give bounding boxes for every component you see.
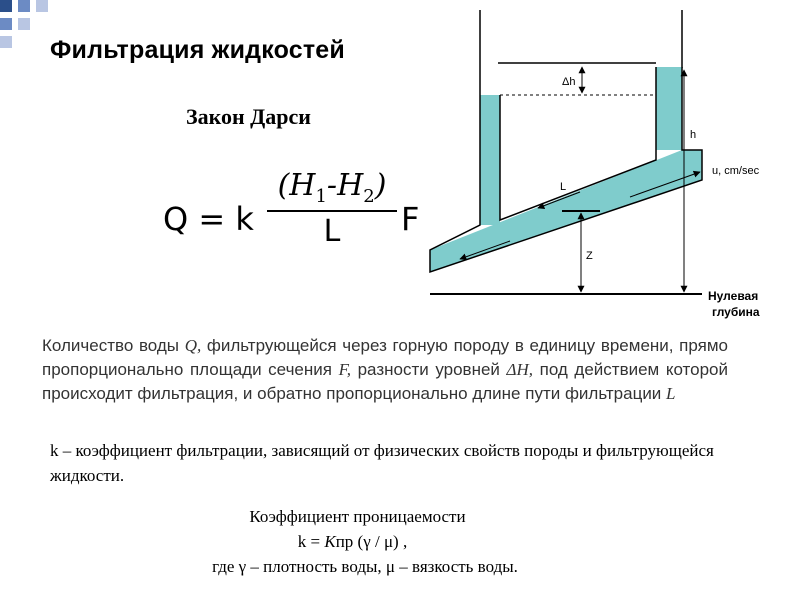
fraction-bar — [267, 210, 397, 212]
corner-square — [0, 36, 12, 48]
water-right-tube — [656, 67, 682, 150]
formula-f: F — [401, 200, 420, 238]
formula-denominator: L — [323, 214, 341, 249]
permeability-k: K — [324, 532, 336, 551]
description-part-4: под действием которой происходит фильтрация, и обратно пропорционально длине пути фильтрации — [42, 360, 728, 403]
permeability-title: Коэффициент проницаемости — [249, 507, 466, 526]
slide-title: Фильтрация жидкостей — [50, 36, 345, 64]
k-definition: k – коэффициент фильтрации, зависящий от физических свойств породы и фильтрующейся жидкости. — [50, 441, 714, 485]
corner-square — [0, 0, 12, 12]
permeability-prefix: k = — [297, 532, 325, 551]
symbol-q: Q, — [184, 336, 202, 355]
water-left-tube — [480, 95, 500, 225]
delta-h-label: Δh — [562, 76, 576, 88]
formula-h1-sub: 1 — [315, 186, 327, 207]
slide-subtitle: Закон Дарси — [186, 104, 311, 129]
formula-fraction — [263, 168, 401, 249]
formula-q-equals-k: Q = k — [163, 200, 254, 238]
formula-h2-sub: 2 — [363, 186, 375, 207]
formula-numerator: $(H_1-H_2)$ — [277, 168, 387, 207]
permeability-legend: где γ – плотность воды, μ – вязкость воды. — [212, 557, 518, 576]
permeability-block — [0, 504, 800, 579]
permeability-formula — [0, 529, 800, 554]
symbol-l: L — [666, 384, 676, 403]
description-part-1: Количество воды — [42, 336, 185, 355]
darcy-description — [42, 334, 728, 406]
h-label: h — [690, 129, 697, 141]
corner-square — [36, 0, 48, 12]
formula-h2: H — [337, 168, 364, 203]
description-part-2: фильтрующейся через горную породу в единицу времени, прямо пропорционально площади сечения — [42, 336, 728, 379]
length-label: L — [560, 181, 567, 193]
corner-square — [18, 0, 30, 12]
datum-label-line2: глубина — [712, 305, 760, 319]
darcy-formula — [163, 168, 433, 264]
symbol-f: F, — [338, 360, 352, 379]
symbol-delta-h: ΔH, — [506, 360, 534, 379]
corner-square — [18, 18, 30, 30]
description-part-3: разности уровней — [351, 360, 507, 379]
velocity-label: u, cm/sec — [712, 165, 760, 177]
formula-minus: - — [326, 168, 338, 203]
datum-label-line1: Нулевая — [708, 289, 759, 303]
corner-square — [0, 18, 12, 30]
permeability-rest: пр (γ / μ) , — [335, 532, 408, 551]
formula-h1: H — [289, 168, 316, 203]
darcy-diagram — [420, 10, 800, 330]
z-label: Z — [586, 250, 593, 262]
water-body — [430, 67, 702, 272]
